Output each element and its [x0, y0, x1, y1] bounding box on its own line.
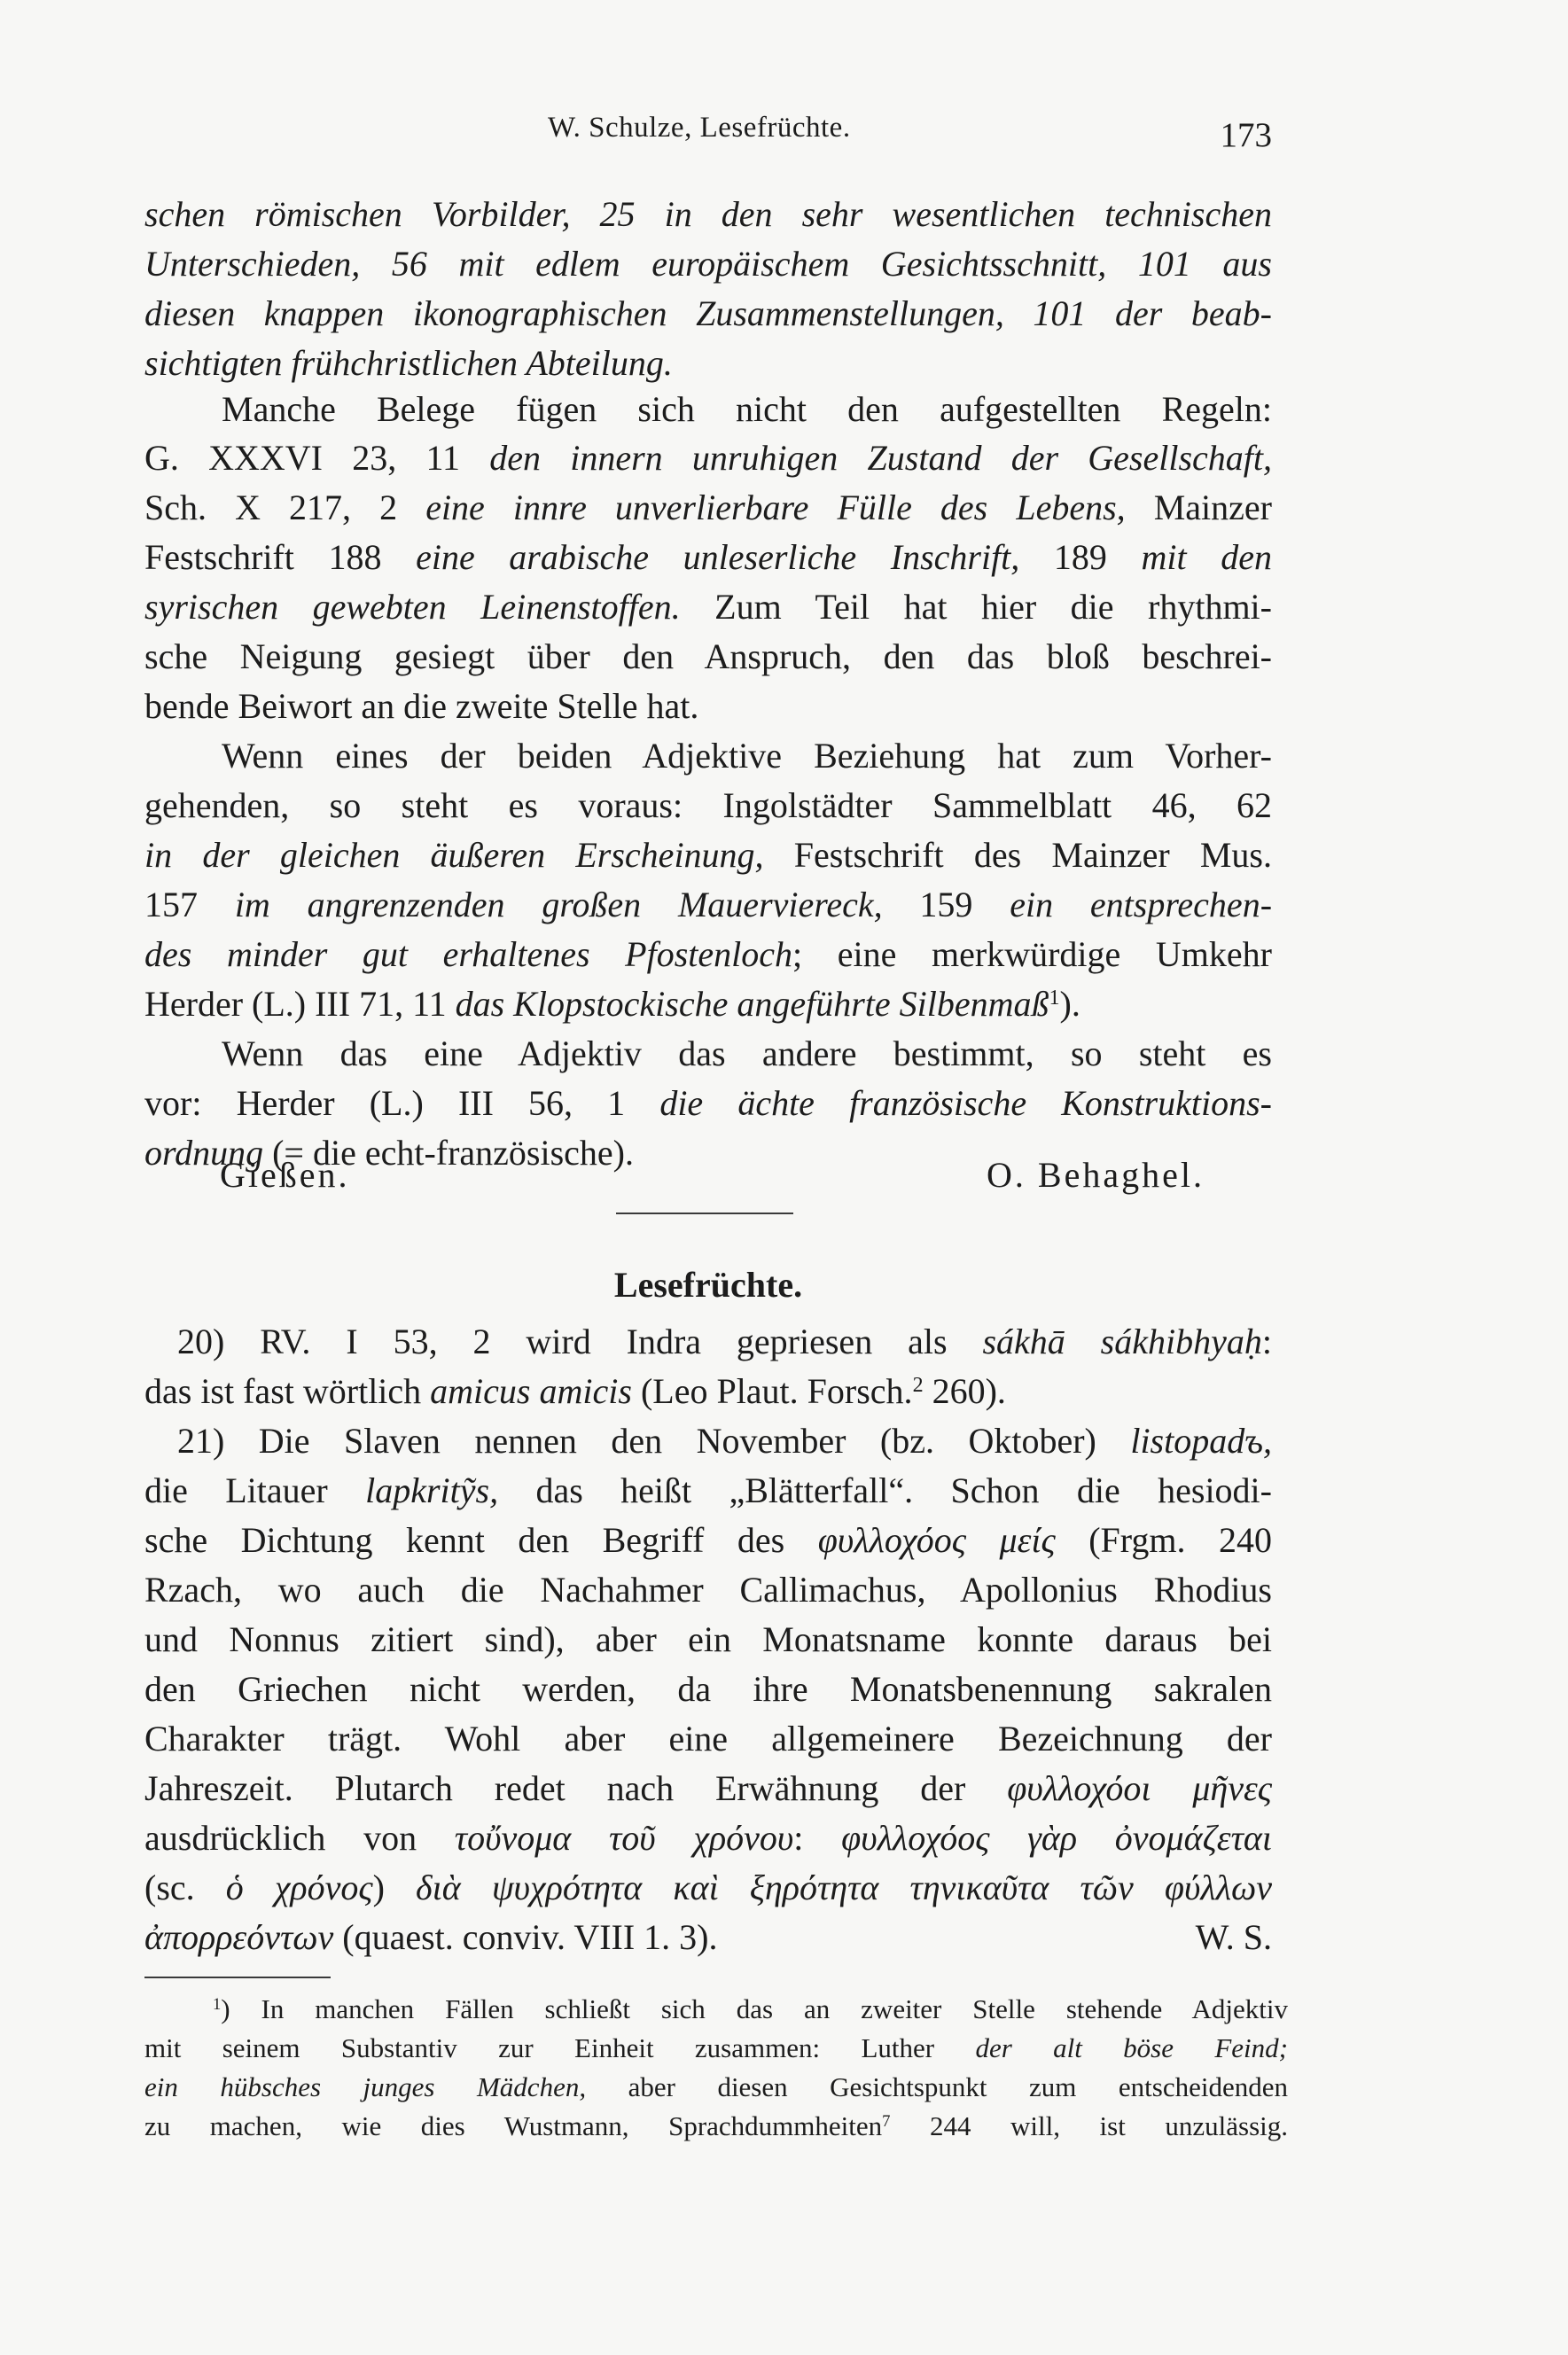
italic-span: ein entsprechen-	[1010, 885, 1273, 924]
paragraph-start: Wenn eines der beiden Adjektive Beziehung hat zum Vorher-	[222, 736, 1272, 776]
text-line	[144, 1466, 1272, 1516]
text-span: 244 will, ist unzulässig.	[890, 2110, 1289, 2141]
text-line	[144, 1913, 1272, 1962]
text-span: (Frgm. 240	[1055, 1520, 1273, 1560]
text-span: aber diesen Gesichtspunkt zum entscheidenden	[586, 2071, 1288, 2102]
text-span: Zum Teil hat hier die rhythmi-	[680, 587, 1272, 627]
running-head: W. Schulze, Lesefrüchte.	[548, 112, 851, 144]
text-span: die Litauer	[144, 1470, 366, 1510]
italic-span: amicus amicis	[430, 1371, 632, 1411]
footnote-line	[144, 2107, 1288, 2146]
text-span: (quaest. conviv. VIII 1. 3).	[333, 1917, 718, 1957]
text-line	[144, 830, 1272, 880]
text-span: :	[793, 1818, 842, 1858]
greek-span: φυλλοχόος γὰρ ὀνομάζεται	[841, 1818, 1272, 1858]
italic-span: im angrenzenden großen Mauerviereck,	[234, 885, 883, 924]
italic-span: sákhā sákhibhyaḥ	[982, 1322, 1262, 1361]
text-line: den Griechen nicht werden, da ihre Monatsbenennung sakralen	[144, 1669, 1272, 1709]
text-line	[144, 1367, 1272, 1416]
italic-span: mit den	[1141, 537, 1273, 577]
footnote-marker: 1	[213, 1994, 222, 2014]
italic-span: den innern unruhigen Zustand der Gesellschaft,	[489, 438, 1272, 478]
greek-span: ὁ χρόνος	[225, 1868, 373, 1907]
text-line	[144, 483, 1272, 533]
section-title: Lesefrüchte.	[613, 1265, 803, 1305]
text-line: Rzach, wo auch die Nachahmer Callimachus, Apollonius Rhodius	[144, 1570, 1272, 1610]
text-span: das heißt „Blätterfall“. Schon die hesiodi-	[498, 1470, 1272, 1510]
edition-superscript: 7	[882, 2111, 891, 2131]
text-span: 189	[1019, 537, 1142, 577]
text-span: Festschrift des Mainzer Mus.	[763, 835, 1272, 875]
greek-span: ἀπορρεόντων	[144, 1917, 334, 1957]
text-span: ; eine merkwürdige Umkehr	[792, 934, 1272, 974]
text-line	[144, 1079, 1272, 1128]
text-span: Jahreszeit. Plutarch redet nach Erwähnung der	[144, 1768, 1008, 1808]
footnote-divider	[144, 1977, 331, 1978]
text-line: schen römischen Vorbilder, 25 in den sehr wesentlichen technischen	[144, 194, 1272, 234]
greek-span: τοὔνομα τοῦ χρόνου	[454, 1818, 794, 1858]
greek-span: φυλλοχόος μείς	[817, 1520, 1056, 1560]
text-line	[144, 1764, 1272, 1813]
italic-span: ein hübsches junges Mädchen,	[144, 2071, 587, 2102]
section-divider	[616, 1213, 793, 1214]
italic-span: lapkritỹs,	[365, 1470, 499, 1510]
footnote-line	[144, 2029, 1288, 2068]
text-span: ).	[1059, 984, 1080, 1024]
italic-span: eine arabische unleserliche Inschrift,	[416, 537, 1020, 577]
text-span: Herder (L.) III 71, 11	[144, 984, 456, 1024]
text-line	[144, 582, 1272, 632]
footnote-ref: 1	[1049, 986, 1060, 1010]
text-line	[144, 1863, 1272, 1913]
italic-span: ordnung	[144, 1133, 264, 1173]
text-line: sche Neigung gesiegt über den Anspruch, den das bloß beschrei-	[144, 636, 1272, 676]
italic-span: des minder gut erhaltenes Pfostenloch	[144, 934, 793, 974]
text-span: Mainzer	[1125, 487, 1272, 527]
text-span: (Leo Plaut. Forsch.	[631, 1371, 913, 1411]
initials-signature: W. S.	[1195, 1917, 1272, 1957]
text-line: und Nonnus zitiert sind), aber ein Monatsname konnte daraus bei	[144, 1619, 1272, 1659]
italic-span: der alt böse Feind;	[975, 2032, 1288, 2063]
text-line: Unterschieden, 56 mit edlem europäischem Gesichtsschnitt, 101 aus	[144, 244, 1272, 284]
paragraph-start: Manche Belege fügen sich nicht den aufgestellten Regeln:	[222, 389, 1272, 429]
text-span: G. XXXVI 23, 11	[144, 438, 490, 478]
text-line	[144, 880, 1272, 930]
text-span: 21) Die Slaven nennen den November (bz. Oktober)	[177, 1421, 1131, 1461]
text-span: Festschrift 188	[144, 537, 417, 577]
text-line: diesen knappen ikonographischen Zusammenstellungen, 101 der beab-	[144, 293, 1272, 333]
text-span: :	[1261, 1322, 1272, 1361]
text-span: Sch. X 217, 2	[144, 487, 426, 527]
greek-span: φυλλοχόοι μῆνες	[1007, 1768, 1272, 1808]
italic-span: in der gleichen äußeren Erscheinung,	[144, 835, 764, 875]
footnote-line	[213, 1990, 1288, 2029]
text-span: ausdrücklich von	[144, 1818, 455, 1858]
paragraph-start	[177, 1416, 1272, 1466]
text-span: mit seinem Substantiv zur Einheit zusammen: Luther	[144, 2032, 976, 2063]
page-header	[144, 108, 1272, 161]
text-span: )	[372, 1868, 417, 1907]
italic-span: das Klopstockische angeführte Silbenmaß	[455, 984, 1049, 1024]
text-span: vor: Herder (L.) III 56, 1	[144, 1083, 660, 1123]
italic-span: die ächte französische Konstruktions-	[659, 1083, 1272, 1123]
text-line: bende Beiwort an die zweite Stelle hat.	[144, 686, 699, 726]
text-span: 260).	[923, 1371, 1006, 1411]
edition-superscript: 2	[912, 1373, 924, 1397]
text-line: Charakter trägt. Wohl aber eine allgemeinere Bezeichnung der	[144, 1719, 1272, 1758]
text-line	[144, 930, 1272, 979]
text-span: zu machen, wie dies Wustmann, Sprachdummheiten	[144, 2110, 883, 2141]
italic-span: eine innre unverlierbare Fülle des Lebens,	[425, 487, 1126, 527]
footnote-line	[144, 2068, 1288, 2107]
text-line	[144, 533, 1272, 582]
text-span: ) In manchen Fällen schließt sich das an zweiter Stelle stehende Adjektiv	[221, 1993, 1288, 2024]
paragraph-start	[177, 1317, 1272, 1367]
text-line	[144, 979, 1272, 1029]
page-number: 173	[1220, 116, 1272, 154]
text-span: (sc.	[144, 1868, 226, 1907]
italic-span: listopadъ,	[1130, 1421, 1272, 1461]
text-span: sche Dichtung kennt den Begriff des	[144, 1520, 818, 1560]
italic-span: syrischen gewebten Leinenstoffen.	[144, 587, 681, 627]
signature-author: O. Behaghel.	[987, 1155, 1205, 1195]
text-line	[144, 1516, 1272, 1565]
greek-span: διὰ ψυχρότητα καὶ ξηρότητα τηνικαῦτα τῶν φύλλων	[416, 1868, 1273, 1907]
text-line: sichtigten frühchristlichen Abteilung.	[144, 343, 673, 383]
text-span: 157	[144, 885, 235, 924]
paragraph-start: Wenn das eine Adjektiv das andere bestimmt, so steht es	[222, 1033, 1272, 1073]
text-line	[144, 433, 1272, 483]
text-span: das ist fast wörtlich	[144, 1371, 431, 1411]
text-line: gehenden, so steht es voraus: Ingolstädter Sammelblatt 46, 62	[144, 785, 1272, 825]
text-span: 20) RV. I 53, 2 wird Indra gepriesen als	[177, 1322, 983, 1361]
text-span: 159	[882, 885, 1010, 924]
signature-place: Gießen.	[220, 1155, 350, 1195]
text-span: (= die echt-französische).	[263, 1133, 635, 1173]
text-line	[144, 1813, 1272, 1863]
